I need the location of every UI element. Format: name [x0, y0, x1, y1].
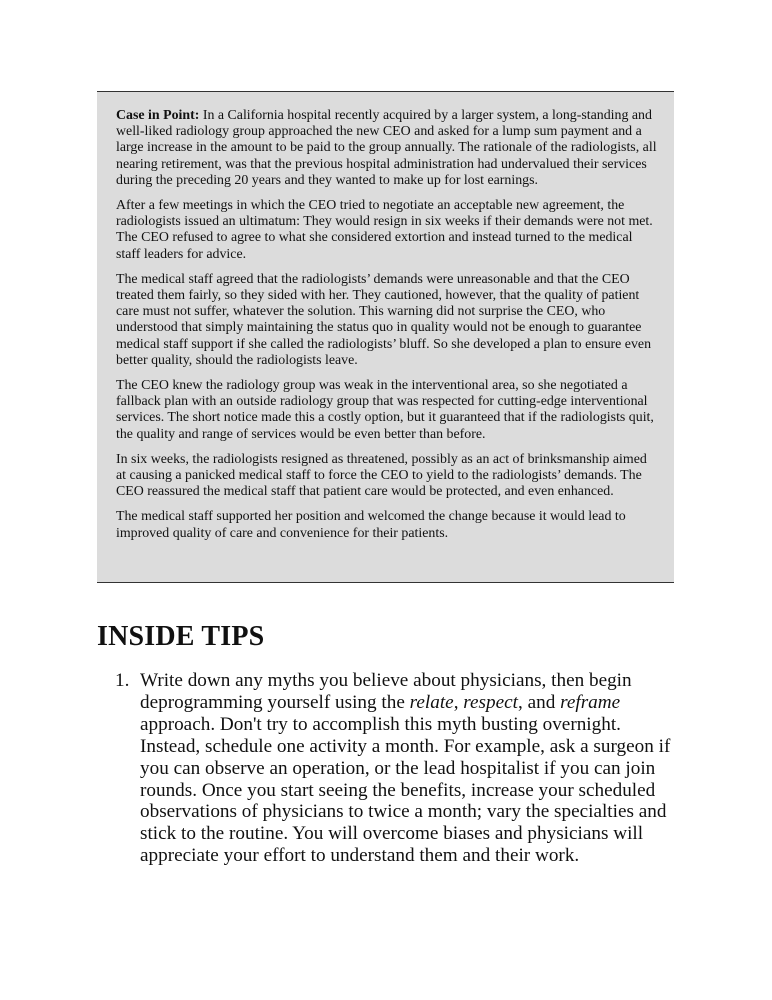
inside-tips-list	[115, 670, 675, 867]
case-paragraph-5: In six weeks, the radiologists resigned as threatened, possibly as an act of brinksmanship aimed at causing a panicked medical staff to force the CEO to yield to the radiologists’ demands. The CEO reassured the medical staff that patient care would be protected, and even enhanced.	[116, 451, 647, 500]
tip-emphasis-relate: relate	[409, 691, 454, 713]
tip-emphasis-respect: respect	[463, 691, 518, 713]
case-paragraph-2: After a few meetings in which the CEO tried to negotiate an acceptable new agreement, the radiologists issued an ultimatum: They would resign in six weeks if their demands were not met. The CEO refused to agree to what she considered extortion and instead turned to the medical staff leaders for advice.	[116, 198, 653, 262]
tip-number: 1.	[115, 670, 130, 691]
inside-tips-heading: INSIDE TIPS	[97, 621, 265, 652]
tip-emphasis-reframe: reframe	[560, 691, 621, 713]
case-paragraph-1	[116, 108, 660, 189]
tip-text-part-a: Write down any myths you believe about physicians, then begin deprogramming yourself using the	[140, 670, 632, 713]
case-in-point-box	[97, 91, 674, 583]
case-paragraph-1-text: In a California hospital recently acquired by a larger system, a long-standing and well-liked radiology group approached the new CEO and asked for a lump sum payment and a large increase in the amount to be paid to the group annually. The rationale of the radiologists, all nearing retirement, was that the previous hospital administration had undervalued their services during the preceding 20 years and they wanted to make up for lost earnings.	[116, 108, 657, 188]
case-paragraph-3: The medical staff agreed that the radiologists’ demands were unreasonable and that the CEO treated them fairly, so they sided with her. They cautioned, however, that the quality of patient care must not suffer, whatever the solution. This warning did not surprise the CEO, who understood that simply maintaining the status quo in quality would not be enough to guarantee medical staff support if she called the radiologists’ bluff. So she developed a plan to ensure even better quality, should the radiologists leave.	[116, 271, 652, 368]
case-in-point-label: Case in Point:	[116, 108, 200, 123]
tip-text-part-b: ,	[453, 691, 464, 713]
tip-text-part-d: approach. Don't try to accomplish this myth busting overnight. Instead, schedule one activity a month. For example, ask a surgeon if you can observe an operation, or the lead hospitalist if you can join rounds. Once you start seeing the benefits, increase your scheduled observations of physicians to twice a month; vary the specialties and stick to the routine. You will overcome biases and physicians will appreciate your effort to understand them and their work.	[140, 713, 671, 867]
tip-text-part-c: , and	[517, 691, 561, 713]
case-paragraph-6: The medical staff supported her position and welcomed the change because it would lead to improved quality of care and convenience for their patients.	[116, 509, 626, 541]
tip-item-1	[115, 670, 675, 867]
case-paragraph-4: The CEO knew the radiology group was weak in the interventional area, so she negotiated a fallback plan with an outside radiology group that was respected for cutting-edge interventional services. The short notice made this a costly option, but it guaranteed that if the radiologists quit, the quality and range of services would be even better than before.	[116, 378, 654, 442]
